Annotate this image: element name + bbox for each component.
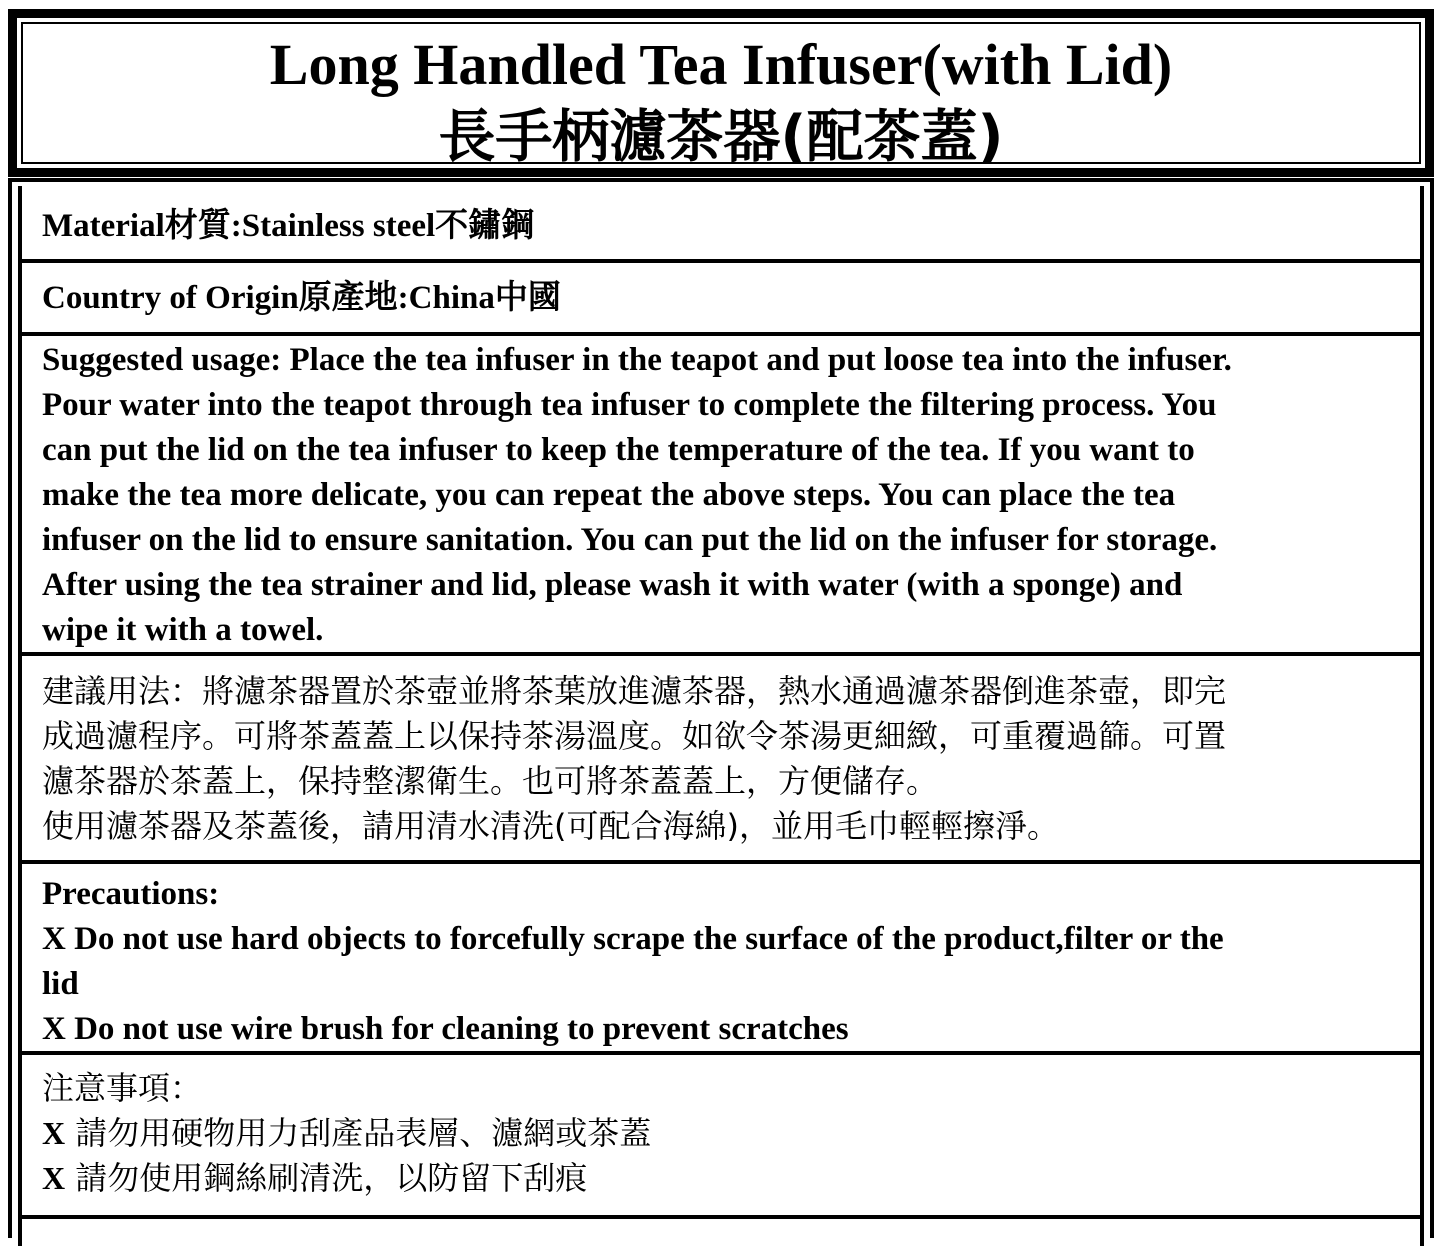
- row-divider: [22, 860, 1420, 864]
- usage-en-line: After using the tea strainer and lid, please wash it with water (with a sponge) and: [42, 567, 1183, 603]
- title-chinese: 長手柄濾茶器(配茶蓋): [438, 104, 1004, 170]
- row-divider: [22, 1215, 1420, 1219]
- usage-en-line: can put the lid on the tea infuser to keep the temperature of the tea. If you want to: [42, 432, 1195, 468]
- title-box: [8, 9, 1434, 177]
- usage-en-row: [22, 338, 1420, 653]
- row-divider: [22, 259, 1420, 263]
- usage-zh-line: 成過濾程序。可將茶蓋蓋上以保持茶湯溫度。如欲令茶湯更細緻，可重覆過篩。可置: [42, 717, 1227, 755]
- x-mark: X: [42, 1160, 66, 1196]
- usage-zh-line: 建議用法：將濾茶器置於茶壺並將茶葉放進濾茶器，熱水通過濾茶器倒進茶壺，即完: [42, 672, 1227, 710]
- usage-zh-row: [22, 669, 1420, 849]
- row-divider: [22, 1051, 1420, 1055]
- precautions-en-item: lid: [42, 966, 79, 1002]
- precautions-en-item: X Do not use wire brush for cleaning to prevent scratches: [42, 1011, 849, 1047]
- precautions-zh-item-text: 請勿用硬物用力刮產品表層、濾網或茶蓋: [65, 1114, 652, 1152]
- precautions-en-row: [22, 872, 1420, 1052]
- material-row: [22, 204, 1420, 249]
- usage-zh-line: 濾茶器於茶蓋上，保持整潔衛生。也可將茶蓋蓋上，方便儲存。: [42, 762, 939, 800]
- usage-en-line: infuser on the lid to ensure sanitation. You can put the lid on the infuser for storage.: [42, 522, 1218, 558]
- precautions-zh-item-text: 請勿使用鋼絲刷清洗，以防留下刮痕: [65, 1159, 588, 1197]
- title-english: Long Handled Tea Infuser(with Lid): [269, 32, 1173, 97]
- precautions-zh-item: [42, 1156, 1420, 1201]
- origin-text: Country of Origin原產地:China中國: [42, 280, 561, 316]
- usage-en-line: Suggested usage: Place the tea infuser in the teapot and put loose tea into the infuser.: [42, 342, 1232, 378]
- origin-row: [22, 276, 1420, 321]
- precautions-en-item: X Do not use hard objects to forcefully scrape the surface of the product,filter or the: [42, 921, 1224, 957]
- row-divider: [22, 652, 1420, 656]
- precautions-en-heading: Precautions:: [42, 876, 220, 912]
- precautions-zh-item: [42, 1111, 1420, 1156]
- info-table: [8, 178, 1434, 1238]
- row-divider: [22, 332, 1420, 336]
- usage-zh-line: 使用濾茶器及茶蓋後，請用清水清洗(可配合海綿)，並用毛巾輕輕擦淨。: [42, 807, 1059, 845]
- usage-en-line: Pour water into the teapot through tea infuser to complete the filtering process. You: [42, 387, 1217, 423]
- precautions-zh-heading: 注意事項：: [42, 1069, 203, 1107]
- usage-en-line: wipe it with a towel.: [42, 612, 324, 648]
- usage-en-line: make the tea more delicate, you can repeat the above steps. You can place the tea: [42, 477, 1176, 513]
- info-table-inner: [18, 186, 1424, 1246]
- x-mark: X: [42, 1115, 66, 1151]
- material-text: Material材質:Stainless steel不鏽鋼: [42, 208, 535, 244]
- precautions-zh-row: [22, 1066, 1420, 1201]
